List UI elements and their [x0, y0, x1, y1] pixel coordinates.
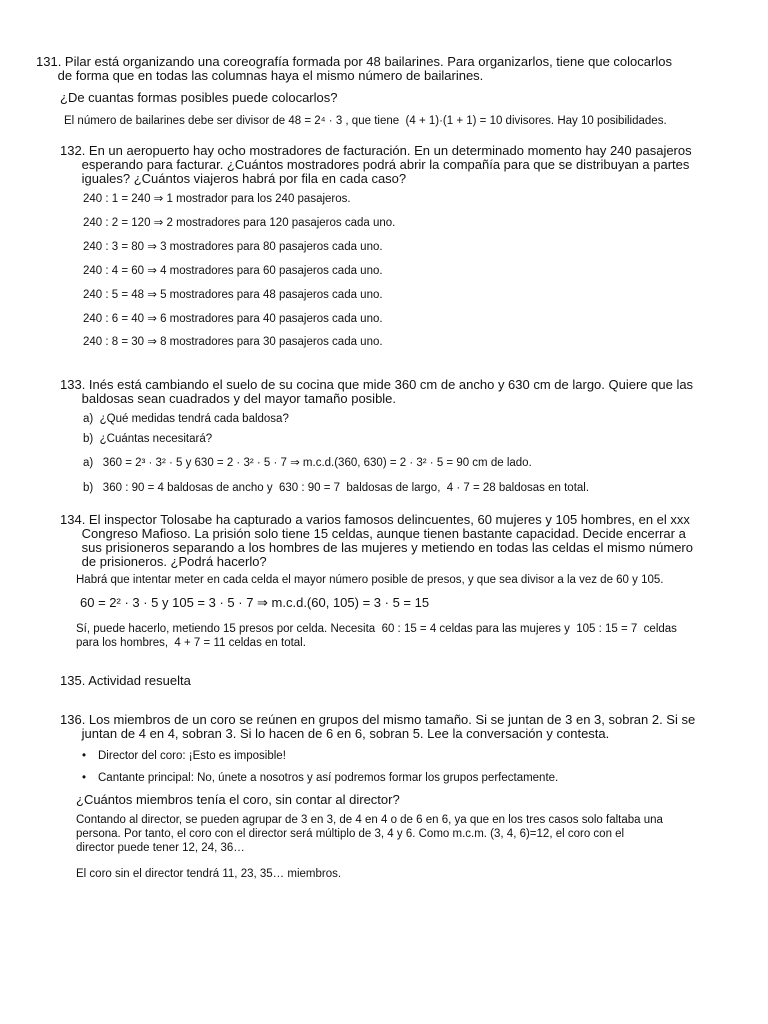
problem-134-answer-conclusion: Sí, puede hacerlo, metiendo 15 presos por celda. Necesita 60 : 15 = 4 celdas para las mujeres y 105 : 15 = 7 celdas para los hombres, 4 + 7 = 11 celdas en total. — [76, 623, 677, 649]
problem-133-statement: 133. Inés está cambiando el suelo de su cocina que mide 360 cm de ancho y 630 cm de largo. Quiere que las baldosas sean cuadrados y del mayor tamaño posible. — [60, 377, 694, 406]
problem-132-line: 240 : 4 = 60 ⇒ 4 mostradores para 60 pasajeros cada uno. — [83, 265, 383, 277]
problem-133-question-a: a) ¿Qué medidas tendrá cada baldosa? — [83, 413, 289, 425]
problem-136-statement: 136. Los miembros de un coro se reúnen en grupos del mismo tamaño. Si se juntan de 3 en 3, sobran 2. Si se juntan de 4 en 4, sobran 3. Si lo hacen de 6 en 6, sobran 5. Lee la conversación y contesta. — [60, 712, 696, 741]
problem-136-answer: Contando al director, se pueden agrupar de 3 en 3, de 4 en 4 o de 6 en 6, ya que en los tres casos solo faltaba una persona. Por tanto, el coro con el director será múltiplo de 3, 4 y 6. Como m.c.m. (3, 4, 6)=12, el coro con el director puede tener 12, 24, 36… — [76, 814, 663, 854]
problem-134-answer-formula: 60 = 2² · 3 · 5 y 105 = 3 · 5 · 7 ⇒ m.c.d.(60, 105) = 3 · 5 = 15 — [80, 595, 430, 610]
bullet-icon: • — [82, 750, 87, 762]
problem-134-statement: 134. El inspector Tolosabe ha capturado a varios famosos delincuentes, 60 mujeres y 105 hombres, en el xxx Congreso Mafioso. La prisión solo tiene 15 celdas, aunque tienen bastante capacidad. Decide encerrar a sus prisioneros separando a los hombres de las mujeres y metiendo en todas las celdas el mismo número de prisioneros. ¿Podrá hacerlo? — [60, 512, 693, 569]
problem-131-answer: El número de bailarines debe ser divisor de 48 = 2⁴ · 3 , que tiene (4 + 1)·(1 + 1) = 10 divisores. Hay 10 posibilidades. — [64, 115, 667, 127]
problem-131-question: ¿De cuantas formas posibles puede colocarlos? — [60, 90, 338, 105]
problem-132-line: 240 : 8 = 30 ⇒ 8 mostradores para 30 pasajeros cada uno. — [83, 336, 383, 348]
problem-132-line: 240 : 5 = 48 ⇒ 5 mostradores para 48 pasajeros cada uno. — [83, 289, 383, 301]
problem-136-result: El coro sin el director tendrá 11, 23, 35… miembros. — [76, 868, 342, 880]
problem-135-statement: 135. Actividad resuelta — [60, 673, 191, 688]
bullet-icon: • — [82, 772, 87, 784]
problem-134-answer-intro: Habrá que intentar meter en cada celda el mayor número posible de presos, y que sea divisor a la vez de 60 y 105. — [76, 574, 664, 586]
problem-131-statement: 131. Pilar está organizando una coreografía formada por 48 bailarines. Para organizarlos, tiene que colocarlos de forma que en todas las columnas haya el mismo número de bailarines. — [36, 54, 672, 83]
problem-132-statement: 132. En un aeropuerto hay ocho mostradores de facturación. En un determinado momento hay 240 pasajeros esperando para facturar. ¿Cuántos mostradores podrá abrir la compañía para que se distribuyan a partes iguales? ¿Cuántos viajeros habrá por fila en cada caso? — [60, 143, 692, 186]
problem-136-bullet-1: Director del coro: ¡Esto es imposible! — [98, 750, 286, 762]
problem-136-bullet-2: Cantante principal: No, únete a nosotros y así podremos formar los grupos perfectamente. — [98, 772, 559, 784]
problem-136-question: ¿Cuántos miembros tenía el coro, sin contar al director? — [76, 792, 400, 807]
problem-133-answer-a: a) 360 = 2³ · 3² · 5 y 630 = 2 · 3² · 5 · 7 ⇒ m.c.d.(360, 630) = 2 · 3² · 5 = 90 cm de lado. — [83, 457, 532, 469]
problem-133-answer-b: b) 360 : 90 = 4 baldosas de ancho y 630 : 90 = 7 baldosas de largo, 4 · 7 = 28 baldosas en total. — [83, 482, 590, 494]
problem-132-line: 240 : 2 = 120 ⇒ 2 mostradores para 120 pasajeros cada uno. — [83, 217, 396, 229]
problem-132-line: 240 : 1 = 240 ⇒ 1 mostrador para los 240 pasajeros. — [83, 193, 351, 205]
problem-132-line: 240 : 6 = 40 ⇒ 6 mostradores para 40 pasajeros cada uno. — [83, 313, 383, 325]
problem-133-question-b: b) ¿Cuántas necesitará? — [83, 433, 213, 445]
problem-132-line: 240 : 3 = 80 ⇒ 3 mostradores para 80 pasajeros cada uno. — [83, 241, 383, 253]
